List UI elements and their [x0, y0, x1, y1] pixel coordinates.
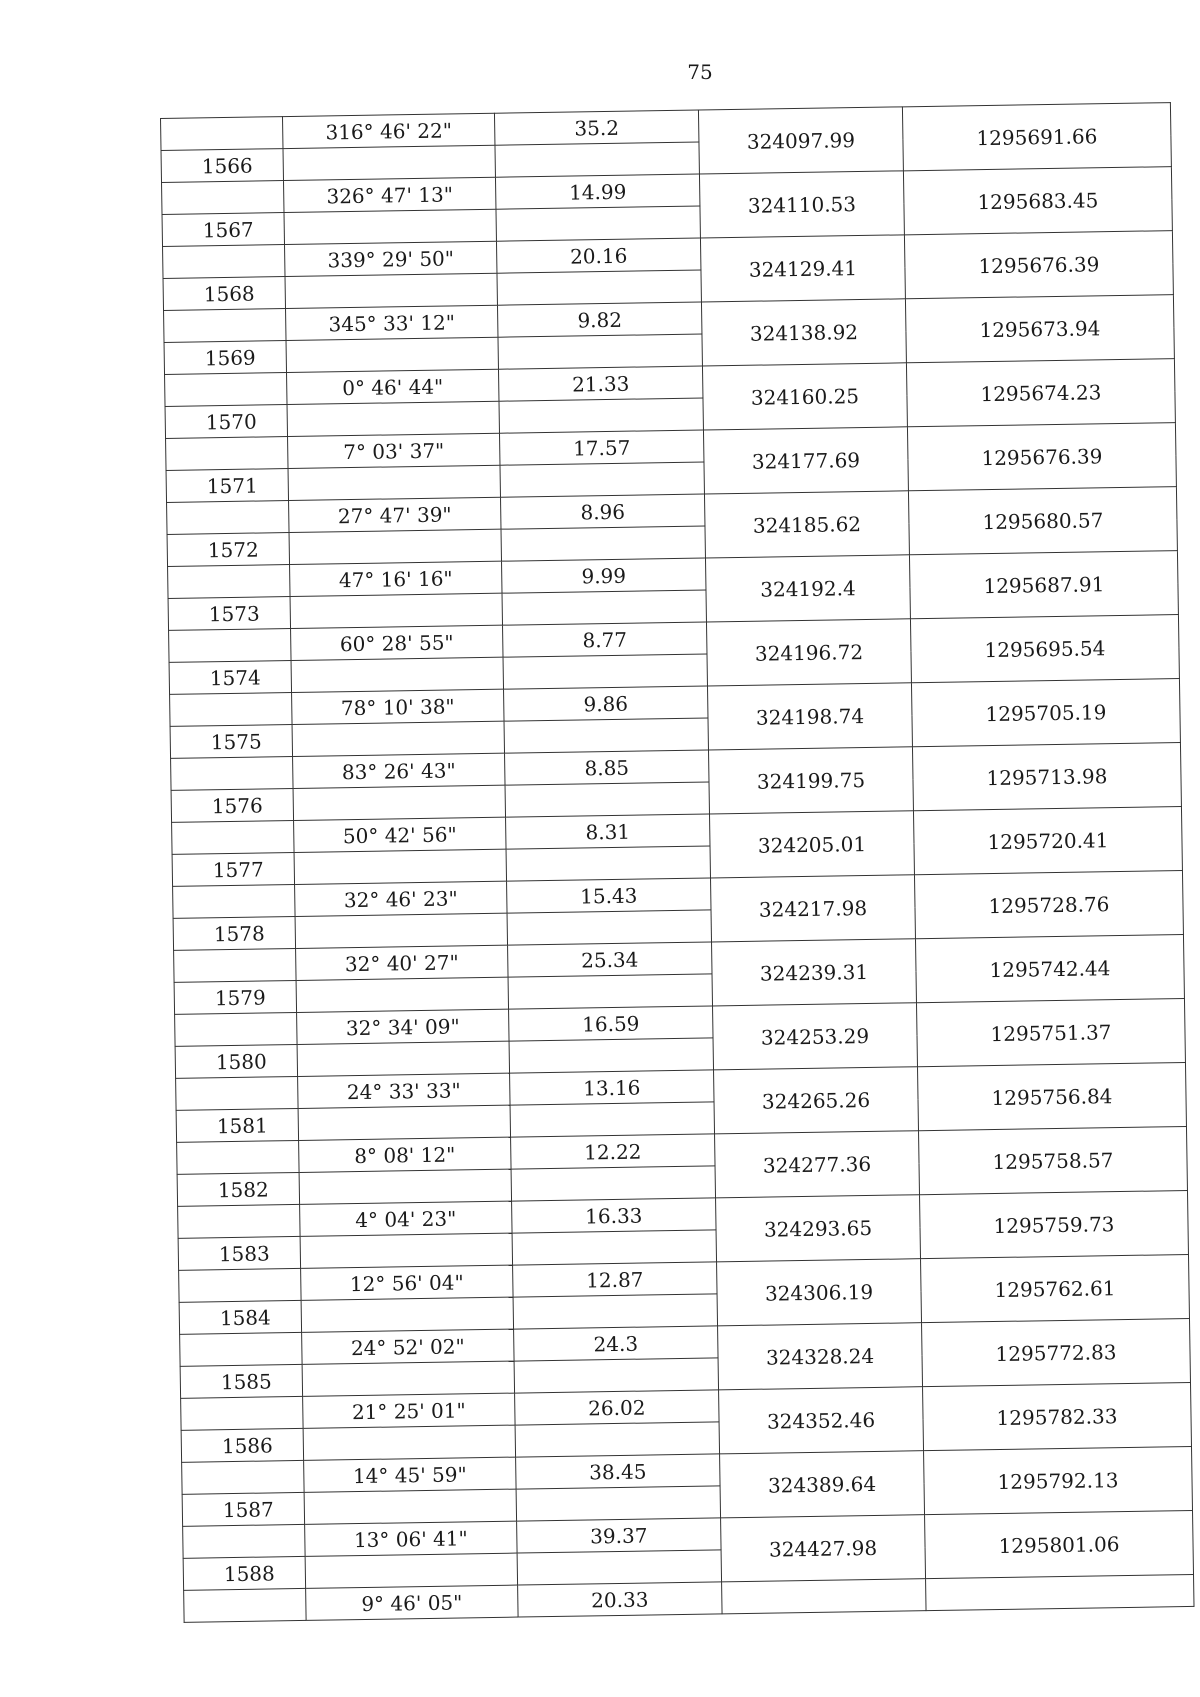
distance-cell: 12.87: [513, 1262, 717, 1297]
bearing-cell: 32° 46' 23": [295, 881, 507, 916]
station-cell-empty: [165, 373, 287, 407]
station-cell-empty: [167, 501, 289, 535]
distance-cell: 8.85: [505, 750, 709, 785]
distance-cell: 15.43: [507, 878, 711, 913]
bearing-cell: 21° 25' 01": [303, 1393, 515, 1428]
bearing-cell-empty: [305, 1553, 517, 1588]
bearing-cell-empty: [297, 1041, 509, 1076]
station-id-cell: 1569: [164, 341, 286, 375]
bearing-cell-empty: [288, 465, 500, 500]
distance-cell-empty: [516, 1486, 720, 1521]
station-cell-empty: [172, 820, 294, 854]
distance-cell-empty: [508, 974, 712, 1009]
bearing-cell: 8° 08' 12": [299, 1137, 511, 1172]
survey-coordinate-table: [160, 102, 1195, 1623]
northing-cell: 1295713.98: [912, 743, 1181, 811]
station-cell-empty: [177, 1140, 299, 1174]
station-cell-empty: [168, 565, 290, 599]
easting-cell: 324097.99: [698, 107, 903, 174]
easting-cell: 324293.65: [716, 1195, 921, 1262]
easting-cell: 324427.98: [721, 1515, 926, 1582]
northing-cell: 1295756.84: [917, 1063, 1186, 1131]
station-cell-empty: [161, 117, 283, 151]
northing-cell: 1295782.33: [923, 1382, 1192, 1450]
page-number: 75: [687, 60, 713, 84]
station-cell-empty: [183, 1524, 305, 1558]
bearing-cell-empty: [295, 913, 507, 948]
distance-cell-empty: [507, 910, 711, 945]
northing-cell: 1295680.57: [908, 487, 1177, 555]
distance-cell-empty: [505, 782, 709, 817]
station-cell-empty: [180, 1332, 302, 1366]
station-cell-empty: [162, 181, 284, 215]
distance-cell-empty: [512, 1230, 716, 1265]
distance-cell-empty: [498, 334, 702, 369]
bearing-cell-empty: [302, 1361, 514, 1396]
bearing-cell-empty: [291, 657, 503, 692]
distance-cell-empty: [495, 142, 699, 177]
station-id-cell: 1568: [163, 277, 285, 311]
station-id-cell: 1588: [183, 1556, 305, 1590]
station-id-cell: 1579: [174, 980, 296, 1014]
northing-cell: 1295758.57: [919, 1127, 1188, 1195]
bearing-cell-empty: [289, 529, 501, 564]
easting-cell: 324389.64: [720, 1451, 925, 1518]
easting-cell: 324306.19: [717, 1259, 922, 1326]
station-id-cell: 1567: [162, 213, 284, 247]
distance-cell: 20.33: [518, 1582, 722, 1617]
bearing-cell-empty: [301, 1297, 513, 1332]
easting-cell: 324253.29: [713, 1003, 918, 1070]
distance-cell: 9.82: [497, 302, 701, 337]
easting-cell: 324185.62: [704, 491, 909, 558]
northing-cell: 1295728.76: [914, 871, 1183, 939]
bearing-cell: 78° 10' 38": [292, 689, 504, 724]
northing-cell: 1295676.39: [904, 231, 1173, 299]
easting-cell: 324352.46: [719, 1387, 924, 1454]
bearing-cell-empty: [290, 593, 502, 628]
bearing-cell-empty: [294, 849, 506, 884]
station-cell-empty: [176, 1076, 298, 1110]
bearing-cell: 60° 28' 55": [291, 625, 503, 660]
distance-cell-empty: [504, 718, 708, 753]
bearing-cell-empty: [284, 209, 496, 244]
bearing-cell: 0° 46' 44": [287, 369, 499, 404]
distance-cell: 16.59: [509, 1006, 713, 1041]
distance-cell-empty: [511, 1166, 715, 1201]
distance-cell: 9.86: [504, 686, 708, 721]
easting-cell: 324110.53: [699, 171, 904, 238]
distance-cell: 35.2: [494, 110, 698, 145]
distance-cell-empty: [500, 462, 704, 497]
distance-cell: 38.45: [516, 1454, 720, 1489]
station-id-cell: 1573: [168, 597, 290, 631]
easting-cell: 324328.24: [718, 1323, 923, 1390]
bearing-cell-empty: [293, 785, 505, 820]
northing-cell: 1295772.83: [922, 1318, 1191, 1386]
distance-cell-empty: [514, 1358, 718, 1393]
survey-table-container: [160, 102, 1194, 1623]
distance-cell: 20.16: [496, 238, 700, 273]
distance-cell-empty: [496, 206, 700, 241]
distance-cell-empty: [503, 654, 707, 689]
distance-cell: 8.31: [506, 814, 710, 849]
northing-cell: 1295676.39: [907, 423, 1176, 491]
distance-cell-empty: [506, 846, 710, 881]
station-id-cell: 1576: [171, 788, 293, 822]
easting-cell: 324129.41: [700, 235, 905, 302]
bearing-cell: 4° 04' 23": [300, 1201, 512, 1236]
distance-cell-empty: [510, 1102, 714, 1137]
distance-cell-empty: [501, 526, 705, 561]
distance-cell-empty: [497, 270, 701, 305]
distance-cell: 17.57: [499, 430, 703, 465]
distance-cell: 26.02: [515, 1390, 719, 1425]
station-cell-empty: [174, 948, 296, 982]
distance-cell: 8.96: [500, 494, 704, 529]
station-cell-empty: [166, 437, 288, 471]
station-cell-empty: [179, 1268, 301, 1302]
northing-cell: 1295762.61: [921, 1254, 1190, 1322]
easting-cell-empty: [722, 1579, 926, 1614]
bearing-cell-empty: [287, 401, 499, 436]
station-cell-empty: [170, 693, 292, 727]
easting-cell: 324138.92: [701, 299, 906, 366]
distance-cell: 25.34: [508, 942, 712, 977]
bearing-cell-empty: [298, 1105, 510, 1140]
easting-cell: 324199.75: [708, 747, 913, 814]
distance-cell: 24.3: [514, 1326, 718, 1361]
bearing-cell: 27° 47' 39": [289, 497, 501, 532]
bearing-cell: 9° 46' 05": [306, 1585, 518, 1620]
bearing-cell: 32° 40' 27": [296, 945, 508, 980]
station-id-cell: 1570: [165, 405, 287, 439]
northing-cell: 1295801.06: [925, 1510, 1194, 1578]
bearing-cell: 339° 29' 50": [285, 241, 497, 276]
bearing-cell-empty: [303, 1425, 515, 1460]
bearing-cell-empty: [283, 145, 495, 180]
northing-cell: 1295673.94: [905, 295, 1174, 363]
easting-cell: 324198.74: [707, 683, 912, 750]
distance-cell: 21.33: [498, 366, 702, 401]
northing-cell: 1295691.66: [902, 103, 1171, 171]
bearing-cell: 7° 03' 37": [288, 433, 500, 468]
station-id-cell: 1583: [178, 1236, 300, 1270]
distance-cell: 39.37: [517, 1518, 721, 1553]
distance-cell: 13.16: [510, 1070, 714, 1105]
station-id-cell: 1585: [180, 1364, 302, 1398]
bearing-cell: 32° 34' 09": [297, 1009, 509, 1044]
station-cell-empty: [173, 884, 295, 918]
bearing-cell: 24° 52' 02": [302, 1329, 514, 1364]
northing-cell: 1295674.23: [906, 359, 1175, 427]
station-id-cell: 1577: [172, 852, 294, 886]
distance-cell-empty: [517, 1550, 721, 1585]
easting-cell: 324160.25: [702, 363, 907, 430]
station-id-cell: 1571: [166, 469, 288, 503]
distance-cell: 8.77: [503, 622, 707, 657]
easting-cell: 324192.4: [705, 555, 910, 622]
station-id-cell: 1580: [175, 1044, 297, 1078]
northing-cell: 1295687.91: [909, 551, 1178, 619]
station-cell-empty: [163, 245, 285, 279]
bearing-cell-empty: [304, 1489, 516, 1524]
bearing-cell-empty: [296, 977, 508, 1012]
easting-cell: 324265.26: [714, 1067, 919, 1134]
easting-cell: 324277.36: [715, 1131, 920, 1198]
northing-cell: 1295742.44: [915, 935, 1184, 1003]
distance-cell: 14.99: [495, 174, 699, 209]
northing-cell-empty: [926, 1574, 1194, 1610]
distance-cell-empty: [513, 1294, 717, 1329]
northing-cell: 1295792.13: [924, 1446, 1193, 1514]
station-cell-empty: [178, 1204, 300, 1238]
station-cell-empty: [181, 1396, 303, 1430]
bearing-cell: 24° 33' 33": [298, 1073, 510, 1108]
northing-cell: 1295720.41: [913, 807, 1182, 875]
bearing-cell-empty: [286, 337, 498, 372]
station-cell-empty: [182, 1460, 304, 1494]
station-cell-empty: [171, 756, 293, 790]
bearing-cell: 345° 33' 12": [286, 305, 498, 340]
easting-cell: 324239.31: [712, 939, 917, 1006]
distance-cell: 16.33: [512, 1198, 716, 1233]
distance-cell-empty: [499, 398, 703, 433]
bearing-cell: 47° 16' 16": [290, 561, 502, 596]
distance-cell-empty: [515, 1422, 719, 1457]
northing-cell: 1295695.54: [910, 615, 1179, 683]
distance-cell-empty: [502, 590, 706, 625]
station-id-cell: 1584: [179, 1300, 301, 1334]
distance-cell-empty: [509, 1038, 713, 1073]
station-id-cell: 1578: [173, 916, 295, 950]
bearing-cell: 326° 47' 13": [283, 177, 495, 212]
station-id-cell: 1566: [161, 149, 283, 183]
northing-cell: 1295683.45: [903, 167, 1172, 235]
station-cell-empty: [175, 1012, 297, 1046]
bearing-cell: 50° 42' 56": [294, 817, 506, 852]
easting-cell: 324217.98: [711, 875, 916, 942]
station-id-cell: 1574: [169, 661, 291, 695]
station-cell-empty: [169, 629, 291, 663]
station-id-cell: 1587: [182, 1492, 304, 1526]
northing-cell: 1295759.73: [920, 1190, 1189, 1258]
bearing-cell: 13° 06' 41": [305, 1521, 517, 1556]
station-id-cell: 1586: [181, 1428, 303, 1462]
easting-cell: 324196.72: [706, 619, 911, 686]
easting-cell: 324177.69: [703, 427, 908, 494]
station-id-cell: 1581: [176, 1108, 298, 1142]
station-id-cell: 1575: [170, 725, 292, 759]
northing-cell: 1295751.37: [916, 999, 1185, 1067]
station-id-cell: 1582: [177, 1172, 299, 1206]
survey-table-body: [161, 103, 1194, 1623]
bearing-cell: 316° 46' 22": [282, 113, 494, 148]
bearing-cell: 14° 45' 59": [304, 1457, 516, 1492]
station-id-cell: 1572: [167, 533, 289, 567]
distance-cell: 9.99: [502, 558, 706, 593]
bearing-cell: 83° 26' 43": [293, 753, 505, 788]
station-cell-empty: [164, 309, 286, 343]
distance-cell: 12.22: [511, 1134, 715, 1169]
bearing-cell-empty: [299, 1169, 511, 1204]
station-cell-empty: [184, 1588, 306, 1622]
bearing-cell-empty: [300, 1233, 512, 1268]
bearing-cell-empty: [285, 273, 497, 308]
bearing-cell-empty: [292, 721, 504, 756]
easting-cell: 324205.01: [709, 811, 914, 878]
northing-cell: 1295705.19: [911, 679, 1180, 747]
bearing-cell: 12° 56' 04": [301, 1265, 513, 1300]
